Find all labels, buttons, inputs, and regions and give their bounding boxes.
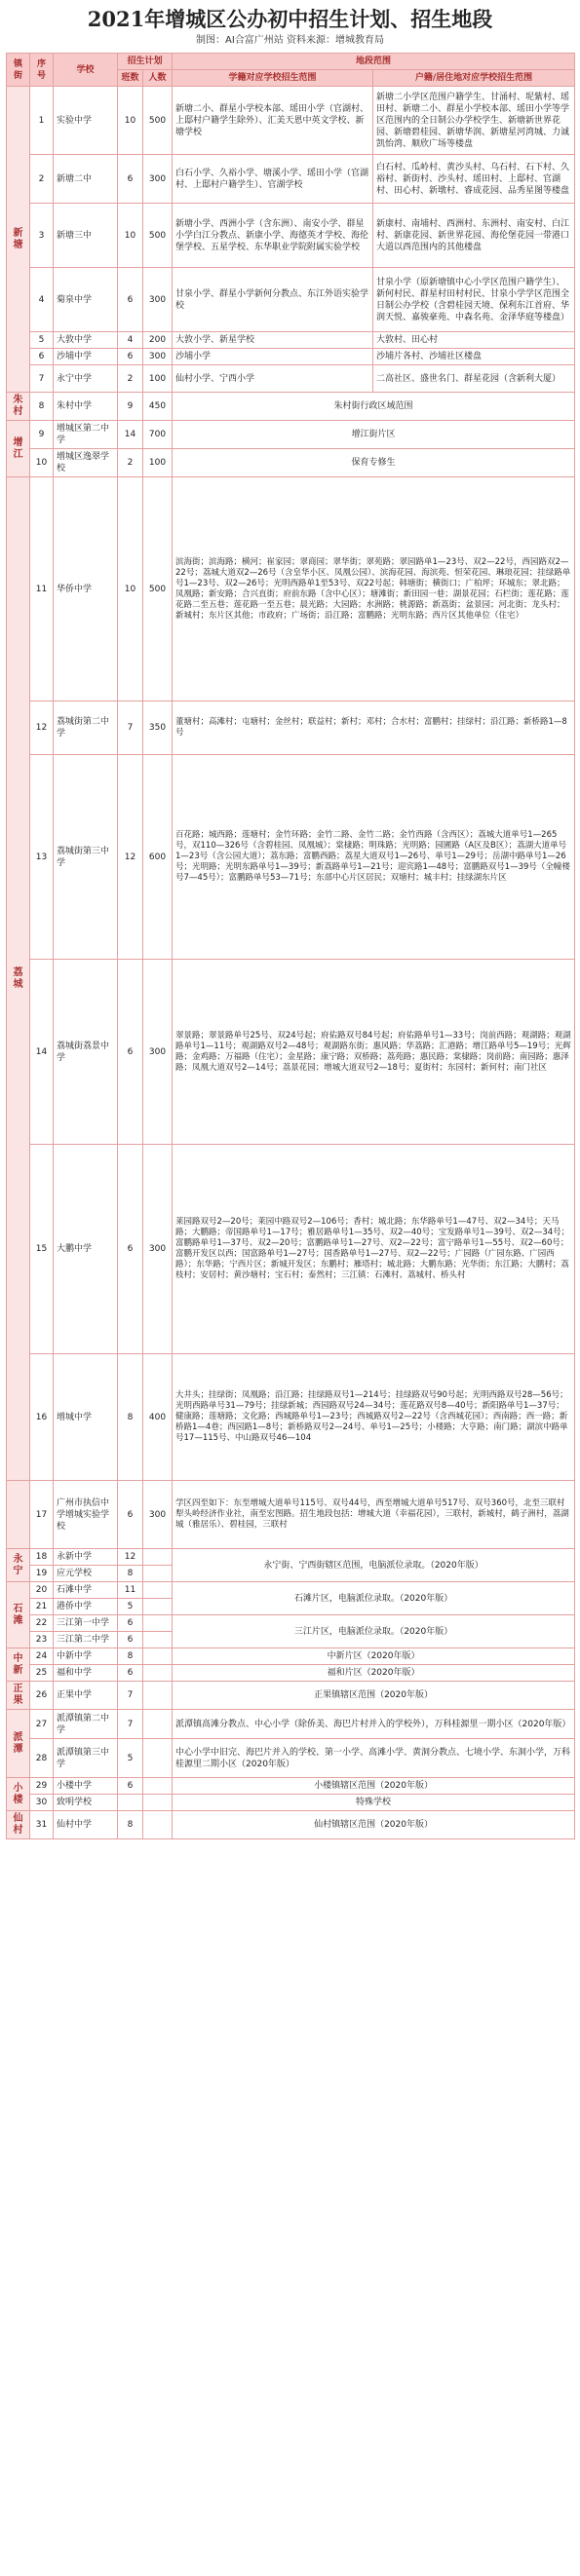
row-people: 500 (143, 477, 173, 701)
row-no: 4 (30, 268, 54, 332)
group-range-yongning: 永宁街、宁西街辖区范围，电脑派位录取。（2020年版） (173, 1549, 575, 1582)
row-range-hukou: 新塘二小学区范围户籍学生、甘涌村、坭紫村、瑶田村、新塘二小、群星小学校本部、瑶田小学等学区范围内的全日制公办学校学生、新塘新世界花园、新塘碧桂园、新塘华润、新塘星河湾城、力诚凯怡湾、顺欣广场等楼盘 (373, 87, 575, 155)
row-classes: 4 (118, 332, 143, 349)
row-classes: 10 (118, 204, 143, 268)
row-classes: 10 (118, 477, 143, 701)
row-school: 朱村中学 (54, 393, 118, 421)
row-no: 9 (30, 421, 54, 449)
table-row (7, 1710, 575, 1739)
row-range-hukou: 新康村、南埔村、西洲村、东洲村、南安村、白江村、新康花园、新世界花园、海伦堡花园一带港口大道以西范围内的其他楼盘 (373, 204, 575, 268)
table-row (7, 477, 575, 701)
table-row (7, 755, 575, 960)
row-classes: 7 (118, 1682, 143, 1710)
row-classes: 2 (118, 449, 143, 477)
row-range-hukou: 沙埔片各村、沙埔社区楼盘 (373, 349, 575, 365)
group-range-paitan2: 派潭镇高滩分教点、中心小学（除侨美、海巴片村并入的学校外），万科桂源里一期小区（2020年版） (173, 1710, 575, 1739)
table-row (7, 449, 575, 477)
row-range-merged: 保育专修生 (173, 449, 575, 477)
table-row (7, 393, 575, 421)
group-range-xiancun: 仙村镇辖区范围（2020年版） (173, 1811, 575, 1839)
row-no: 17 (30, 1481, 54, 1549)
row-range-merged: 学区四至如下：东至增城大道单号115号、双号44号，西至增城大道单号517号、双号360号，北至三联村犁头岭经济作业社，南至宏图路。招生地段包括：增城大道（幸福花园），三联村，新城村，鹤子洲村，荔湖城（雅居乐）、碧桂园，三联村 (173, 1481, 575, 1549)
row-people (143, 1710, 173, 1739)
row-school: 大敦中学 (54, 332, 118, 349)
row-range-hukou: 甘泉小学（原新塘镇中心小学区范围户籍学生）、新何村民、群星村田村村民、甘泉小学学区范围全日制公办学校（含碧桂园天境、保利东江首府、华润天悦、嘉骏豪苑、中森名苑、金泽华庭等楼盘） (373, 268, 575, 332)
table-row (7, 1795, 575, 1811)
row-classes: 2 (118, 365, 143, 393)
row-classes: 8 (118, 1648, 143, 1665)
row-people: 300 (143, 1481, 173, 1549)
header-range-hukou: 户籍/居住地对应学校招生范围 (373, 70, 575, 87)
row-classes: 6 (118, 1778, 143, 1795)
zone-zhengguo: 正果 (7, 1682, 30, 1710)
header-no: 序号 (30, 54, 54, 87)
row-classes: 5 (118, 1599, 143, 1615)
group-range-shitan: 石滩片区，电脑派位录取。（2020年版） (173, 1582, 575, 1615)
row-people: 400 (143, 1354, 173, 1481)
row-no: 25 (30, 1665, 54, 1682)
table-row (7, 1811, 575, 1839)
group-range-fuhe: 福和片区（2020年版） (173, 1665, 575, 1682)
table-row (7, 332, 575, 349)
row-school: 荔城街荔景中学 (54, 960, 118, 1145)
row-people (143, 1811, 173, 1839)
row-no: 2 (30, 155, 54, 204)
row-no: 10 (30, 449, 54, 477)
row-school: 石滩中学 (54, 1582, 118, 1599)
row-no: 14 (30, 960, 54, 1145)
group-range-paitan3: 中心小学中旧完、海巴片并入的学校、第一小学、高滩小学、黄洞分教点、七境小学、东洞小学，万科桂源里二期小区（2020年版） (173, 1739, 575, 1778)
table-row (7, 1145, 575, 1354)
row-no: 26 (30, 1682, 54, 1710)
table-row (7, 1648, 575, 1665)
row-no: 12 (30, 701, 54, 755)
row-school: 小楼中学 (54, 1778, 118, 1795)
row-range-merged: 大井头；挂绿街；凤凰路；沿江路；挂绿路双号1—214号；挂绿路双号90号起；光明西路双号28—56号；光明西路单号31—79号；挂绿新城；西园路双号24—34号；莲花路双号8—40号；新阳路单号1—37号；健康路；莲塘路；文化路；西城路单号1—23号；西城路双号2—22号（含西城花园）；西南路；西一路；新桥路1—4巷；西园路1—8号；新桥路双号2—24号、单号1—25号；小楼路；大亨路；南门路；湖滨中路单号17—115号、中山路双号46—104 (173, 1354, 575, 1481)
row-no: 15 (30, 1145, 54, 1354)
row-no: 8 (30, 393, 54, 421)
row-range-primary: 仙村小学、宁西小学 (173, 365, 373, 393)
row-people: 450 (143, 393, 173, 421)
row-classes: 12 (118, 1549, 143, 1566)
row-people (143, 1549, 173, 1566)
row-school: 增城中学 (54, 1354, 118, 1481)
row-range-merged: 滨海街；滨海路；横河；崔家园；翠商园；翠华街；翠苑路；翠园路单1—23号、双2—22号，西园路双2—22号；荔城大道双2—26号（含皇华小区、凤凰公园）、滨海花园、海滨苑、恒荣花园、琳琅花园；挂绿路单号1—23号、双2—26号；光明西路单1至53号、双22号起；韩塘街；横街口；广柏坪；环城东；翠北路；凤凰路；新安路；合兴直街；府前东路（含中心区）；塘滩街；新田园一巷；湖景花园；石栏街；莲花路；莲花路二至五巷；莲花路一至五巷；晨光路；大园路；水洲路；桃源路；新荔街；盆景园；河北街；龙头村；新城村；东片区其他；市政府；广场街；沿江路；富鹏路；光明东路；西片区其他单位（住宅） (173, 477, 575, 701)
row-school: 派潭镇第三中学 (54, 1739, 118, 1778)
table-row (7, 1354, 575, 1481)
row-range-hukou: 大敦村、田心村 (373, 332, 575, 349)
row-classes: 6 (118, 1632, 143, 1648)
header-zone: 镇街 (7, 54, 30, 87)
row-school: 正果中学 (54, 1682, 118, 1710)
row-school: 永宁中学 (54, 365, 118, 393)
row-classes: 6 (118, 1481, 143, 1549)
row-school: 新塘三中 (54, 204, 118, 268)
table-row (7, 1682, 575, 1710)
row-classes (118, 1795, 143, 1811)
row-range-merged: 翠景路；翠景路单号25号、双24号起；府佑路双号84号起；府佑路单号1—33号；岗前西路；观湖路；观湖路单号1—11号；观湖路双号2—48号；观湖路东街；惠风路；华荔路；汇港路；增江路单号5—19号；光辉路；金鸡路；万福路（住宅）；金星路；康宁路；双桥路；荔苑路；惠民路；棠棣路；岗前路；南园路；惠泽路；凤凰大道双号2—14号；荔景花园；增城大道双号2—18号；夏街村；东园村；新何村；南门社区 (173, 960, 575, 1145)
table-row (7, 87, 575, 155)
row-people: 300 (143, 1145, 173, 1354)
row-people: 300 (143, 349, 173, 365)
row-school: 增城区第二中学 (54, 421, 118, 449)
row-people (143, 1599, 173, 1615)
row-range-merged: 朱村街行政区域范围 (173, 393, 575, 421)
row-classes: 14 (118, 421, 143, 449)
header-range: 地段范围 (173, 54, 575, 70)
row-no: 1 (30, 87, 54, 155)
group-range-xiaolou: 小楼镇辖区范围（2020年版） (173, 1778, 575, 1795)
zone-xintang: 新塘 (7, 87, 30, 393)
table-row (7, 1739, 575, 1778)
table-row (7, 349, 575, 365)
table-row (7, 1615, 575, 1632)
row-school: 华侨中学 (54, 477, 118, 701)
row-school: 广州市执信中学增城实验学校 (54, 1481, 118, 1549)
table-row (7, 268, 575, 332)
row-no: 29 (30, 1778, 54, 1795)
row-classes: 6 (118, 1615, 143, 1632)
row-people: 100 (143, 365, 173, 393)
row-classes: 7 (118, 701, 143, 755)
row-people (143, 1582, 173, 1599)
row-no: 31 (30, 1811, 54, 1839)
row-school: 大鹏中学 (54, 1145, 118, 1354)
row-classes: 6 (118, 1145, 143, 1354)
zone-paitan: 派潭 (7, 1710, 30, 1778)
row-people: 350 (143, 701, 173, 755)
row-school: 荔城街第二中学 (54, 701, 118, 755)
row-people: 200 (143, 332, 173, 349)
row-people (143, 1682, 173, 1710)
table-row (7, 1778, 575, 1795)
row-school: 三江第二中学 (54, 1632, 118, 1648)
row-school: 新塘二中 (54, 155, 118, 204)
row-people (143, 1615, 173, 1632)
row-classes: 8 (118, 1354, 143, 1481)
row-classes: 6 (118, 349, 143, 365)
row-school: 荔城街第三中学 (54, 755, 118, 960)
row-people: 300 (143, 960, 173, 1145)
row-range-primary: 沙埔小学 (173, 349, 373, 365)
row-classes: 6 (118, 960, 143, 1145)
row-school: 永新中学 (54, 1549, 118, 1566)
row-people (143, 1778, 173, 1795)
group-range-zhiming: 特殊学校 (173, 1795, 575, 1811)
row-classes: 6 (118, 155, 143, 204)
row-range-merged: 增江街片区 (173, 421, 575, 449)
row-range-hukou: 二高社区、盛世名门、群星花园（含新利大厦） (373, 365, 575, 393)
row-school: 致明学校 (54, 1795, 118, 1811)
zone-xiaolou: 小楼 (7, 1778, 30, 1811)
row-range-merged: 莱园路双号2—20号；莱园中路双号2—106号；香村；城北路；东华路单号1—47号、双2—34号；天马路；大鹏路；帝国路单号1—17号；雅居路单号1—35号、双2—40号；宝发路单号1—39号、双2—34号；富鹏路单号1—37号、双2—20号；富鹏路单号1—27号、双2—22号；富宁路单号1—55号、双2—60号；富鹏开发区以西；国富路单号1—27号；国香路单号1—27号、双2—22号；广园路（广园东路、广园西路）；东华路；宁西片区；新城开发区；东鹏村；雁塔村；城北路；大鹏东路；光华街；东江路；大鹏村；荔枝村；安居村；黄沙塘村；宝石村；泰然村；三江镇：石滩村、荔城村、桥头村 (173, 1145, 575, 1354)
row-no: 21 (30, 1599, 54, 1615)
row-people (143, 1566, 173, 1582)
table-row (7, 1665, 575, 1682)
row-people (143, 1665, 173, 1682)
row-school: 沙埔中学 (54, 349, 118, 365)
header-plan: 招生计划 (118, 54, 173, 70)
enrollment-table (6, 53, 575, 1839)
row-school: 中新中学 (54, 1648, 118, 1665)
table-row (7, 1549, 575, 1566)
row-no: 20 (30, 1582, 54, 1599)
row-no: 27 (30, 1710, 54, 1739)
row-school: 派潭镇第二中学 (54, 1710, 118, 1739)
row-no: 30 (30, 1795, 54, 1811)
table-row (7, 155, 575, 204)
zone-zhongxin: 中新 (7, 1648, 30, 1682)
table-row (7, 1481, 575, 1549)
row-classes: 8 (118, 1566, 143, 1582)
row-classes: 6 (118, 1665, 143, 1682)
row-classes: 5 (118, 1739, 143, 1778)
row-no: 19 (30, 1566, 54, 1582)
row-classes: 8 (118, 1811, 143, 1839)
row-range-primary: 新塘二小、群星小学校本部、瑶田小学（官湖村、上邸村户籍学生除外）、汇美天恩中英文学校、新塘学校 (173, 87, 373, 155)
table-row (7, 960, 575, 1145)
row-range-primary: 白石小学、久裕小学、塘溪小学、瑶田小学（官湖村、上邸村户籍学生）、官湖学校 (173, 155, 373, 204)
row-classes: 7 (118, 1710, 143, 1739)
page-subtitle: 制图：AI合富广州站 资料来源：增城教育局 (196, 35, 384, 46)
row-people (143, 1632, 173, 1648)
row-classes: 9 (118, 393, 143, 421)
header-people: 人数 (143, 70, 173, 87)
zone-zengjiang: 增江 (7, 421, 30, 477)
row-school: 港侨中学 (54, 1599, 118, 1615)
zone-licheng: 荔城 (7, 477, 30, 1481)
row-classes: 12 (118, 755, 143, 960)
row-people: 300 (143, 155, 173, 204)
row-people: 100 (143, 449, 173, 477)
row-no: 3 (30, 204, 54, 268)
header-range-primary: 学籍对应学校招生范围 (173, 70, 373, 87)
row-school: 菊泉中学 (54, 268, 118, 332)
row-school: 实验中学 (54, 87, 118, 155)
table-row (7, 204, 575, 268)
zone-xiancun: 仙村 (7, 1811, 30, 1839)
row-no: 22 (30, 1615, 54, 1632)
row-classes: 6 (118, 268, 143, 332)
row-school: 福和中学 (54, 1665, 118, 1682)
row-people: 300 (143, 268, 173, 332)
row-no: 11 (30, 477, 54, 701)
row-range-primary: 新塘小学、西洲小学（含东洲）、南安小学、群星小学白江分教点、新康小学、海德英才学校、海伦堡学校、五星学校、东华职业学院附属实验学校 (173, 204, 373, 268)
row-range-merged: 董塘村；高滩村；屯塘村；金丝村；联益村；新村；邓村；合水村；富鹏村；挂绿村；沿江路；新桥路1—8号 (173, 701, 575, 755)
row-range-merged: 百花路；城西路；莲塘村；金竹环路；金竹二路、金竹二路；金竹西路（含西区）；荔城大道单号1—265号，双110—326号（含碧桂园、凤凰城）；棠棣路；明珠路；光明路；园圃路（A区及B区）；荔湖大道单号1—23号（含公园大道）；荔东路；富鹏西路；荔星大道双号1—26号、单号1—29号；岳湖中路单号1—26号；光明路；光明东路单号1—39号；新荔路单号1—21号；迎宾路1—48号；富鹏路双号1—39号（全幢楼号7—45号）；富鹏路单号53—71号；东部中心片区居民；双塘村；城丰村；挂绿湖东片区 (173, 755, 575, 960)
row-people: 500 (143, 87, 173, 155)
row-no: 24 (30, 1648, 54, 1665)
row-people (143, 1648, 173, 1665)
row-people: 600 (143, 755, 173, 960)
table-row (7, 365, 575, 393)
zone-yongning: 永宁 (7, 1549, 30, 1582)
row-no: 7 (30, 365, 54, 393)
page-title: 2021年增城区公办初中招生计划、招生地段 (87, 7, 493, 31)
zone-zhucun: 朱村 (7, 393, 30, 421)
row-people: 700 (143, 421, 173, 449)
row-classes: 10 (118, 87, 143, 155)
row-no: 16 (30, 1354, 54, 1481)
row-range-primary: 大敦小学、新星学校 (173, 332, 373, 349)
row-no: 13 (30, 755, 54, 960)
header-school: 学校 (54, 54, 118, 87)
row-no: 5 (30, 332, 54, 349)
table-row (7, 1582, 575, 1599)
row-no: 23 (30, 1632, 54, 1648)
row-people (143, 1795, 173, 1811)
row-people (143, 1739, 173, 1778)
zone-blank (7, 1481, 30, 1549)
row-no: 28 (30, 1739, 54, 1778)
row-school: 增城区逸翠学校 (54, 449, 118, 477)
row-range-primary: 甘泉小学、群星小学新何分教点、东江外语实验学校 (173, 268, 373, 332)
row-school: 仙村中学 (54, 1811, 118, 1839)
row-no: 6 (30, 349, 54, 365)
group-range-zhengguo: 正果镇辖区范围（2020年版） (173, 1682, 575, 1710)
header-classes: 班数 (118, 70, 143, 87)
row-school: 应元学校 (54, 1566, 118, 1582)
group-range-zhongxin: 中新片区（2020年版） (173, 1648, 575, 1665)
table-row (7, 421, 575, 449)
row-people: 500 (143, 204, 173, 268)
row-school: 三江第一中学 (54, 1615, 118, 1632)
row-range-hukou: 白石村、瓜岭村、黄沙头村、乌石村、石下村、久裕村、新街村、沙头村、瑶田村、上邸村、官湖村、田心村、新墩村、睿成花园、品秀星图等楼盘 (373, 155, 575, 204)
group-range-sanjiang: 三江片区，电脑派位录取。（2020年版） (173, 1615, 575, 1648)
row-no: 18 (30, 1549, 54, 1566)
row-classes: 11 (118, 1582, 143, 1599)
table-row (7, 701, 575, 755)
zone-shitan: 石滩 (7, 1582, 30, 1648)
